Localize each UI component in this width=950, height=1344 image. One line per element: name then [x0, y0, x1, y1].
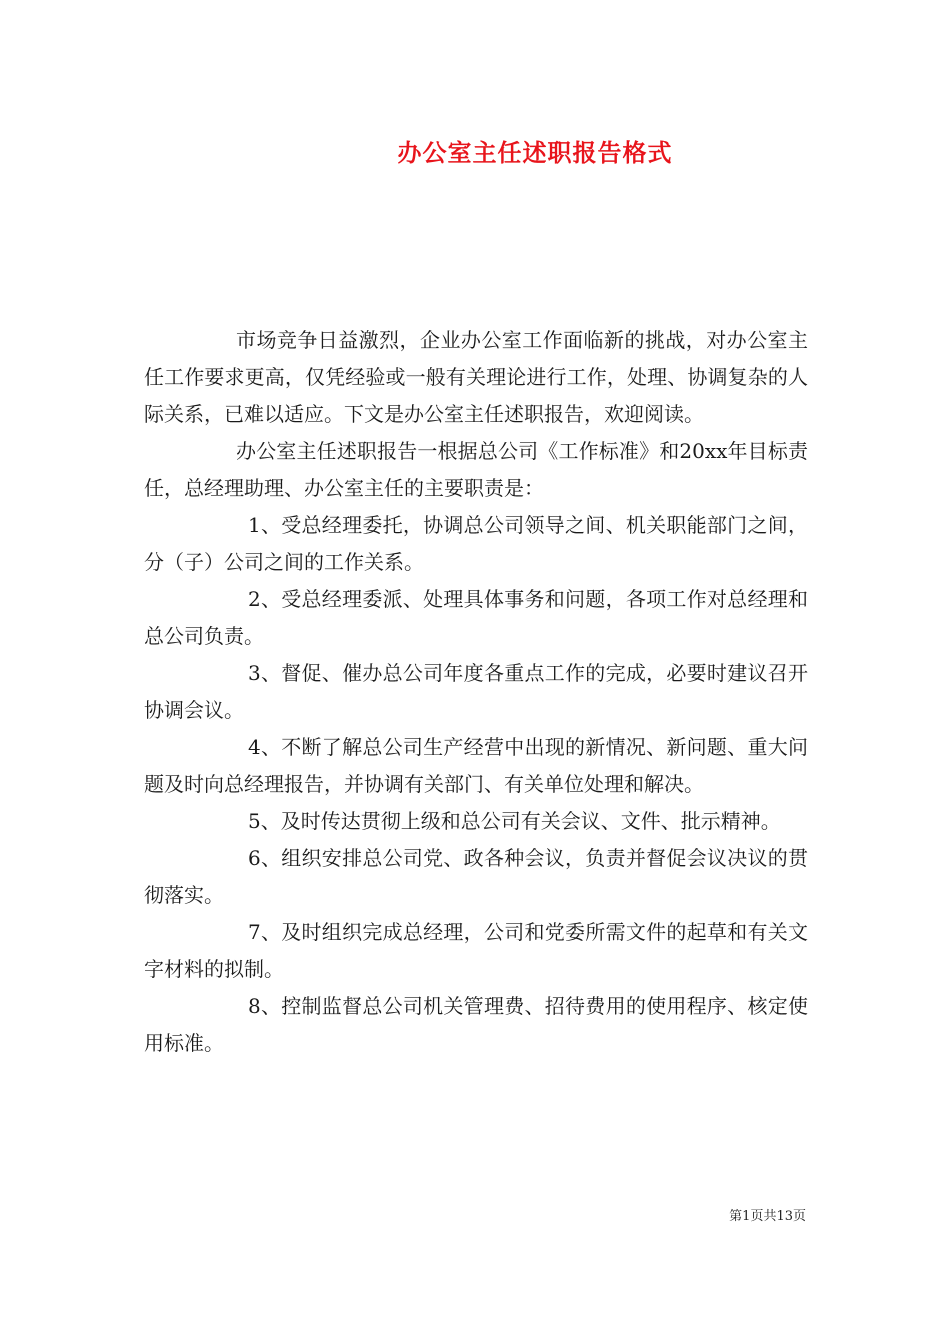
paragraph-intro: 市场竞争日益激烈，企业办公室工作面临新的挑战，对办公室主任工作要求更高，仅凭经验或一般有关理论进行工作，处理、协调复杂的人际关系，已难以适应。下文是办公室主任述职报告，欢迎阅读。	[144, 328, 808, 426]
list-item-duty-4: 4、不断了解总公司生产经营中出现的新情况、新问题、重大问题及时向总经理报告，并协调有关部门、有关单位处理和解决。	[144, 735, 808, 796]
list-item-duty-2: 2、受总经理委派、处理具体事务和问题，各项工作对总经理和总公司负责。	[144, 587, 808, 648]
list-item-duty-6: 6、组织安排总公司党、政各种会议，负责并督促会议决议的贯彻落实。	[144, 846, 808, 907]
document-title: 办公室主任述职报告格式	[397, 138, 673, 167]
document-body	[144, 322, 808, 1062]
list-item-duty-1: 1、受总经理委托，协调总公司领导之间、机关职能部门之间，分（子）公司之间的工作关系。	[144, 513, 808, 574]
list-item-duty-7: 7、及时组织完成总经理，公司和党委所需文件的起草和有关文字材料的拟制。	[144, 920, 808, 981]
list-item-duty-3: 3、督促、催办总公司年度各重点工作的完成，必要时建议召开协调会议。	[144, 661, 808, 722]
page-number-footer: 第1页共13页	[729, 1209, 806, 1224]
list-item-duty-8: 8、控制监督总公司机关管理费、招待费用的使用程序、核定使用标准。	[144, 994, 808, 1055]
list-item-duty-5: 5、及时传达贯彻上级和总公司有关会议、文件、批示精神。	[248, 809, 781, 833]
paragraph-report-one: 办公室主任述职报告一根据总公司《工作标准》和20xx年目标责任，总经理助理、办公室主任的主要职责是：	[144, 439, 808, 500]
